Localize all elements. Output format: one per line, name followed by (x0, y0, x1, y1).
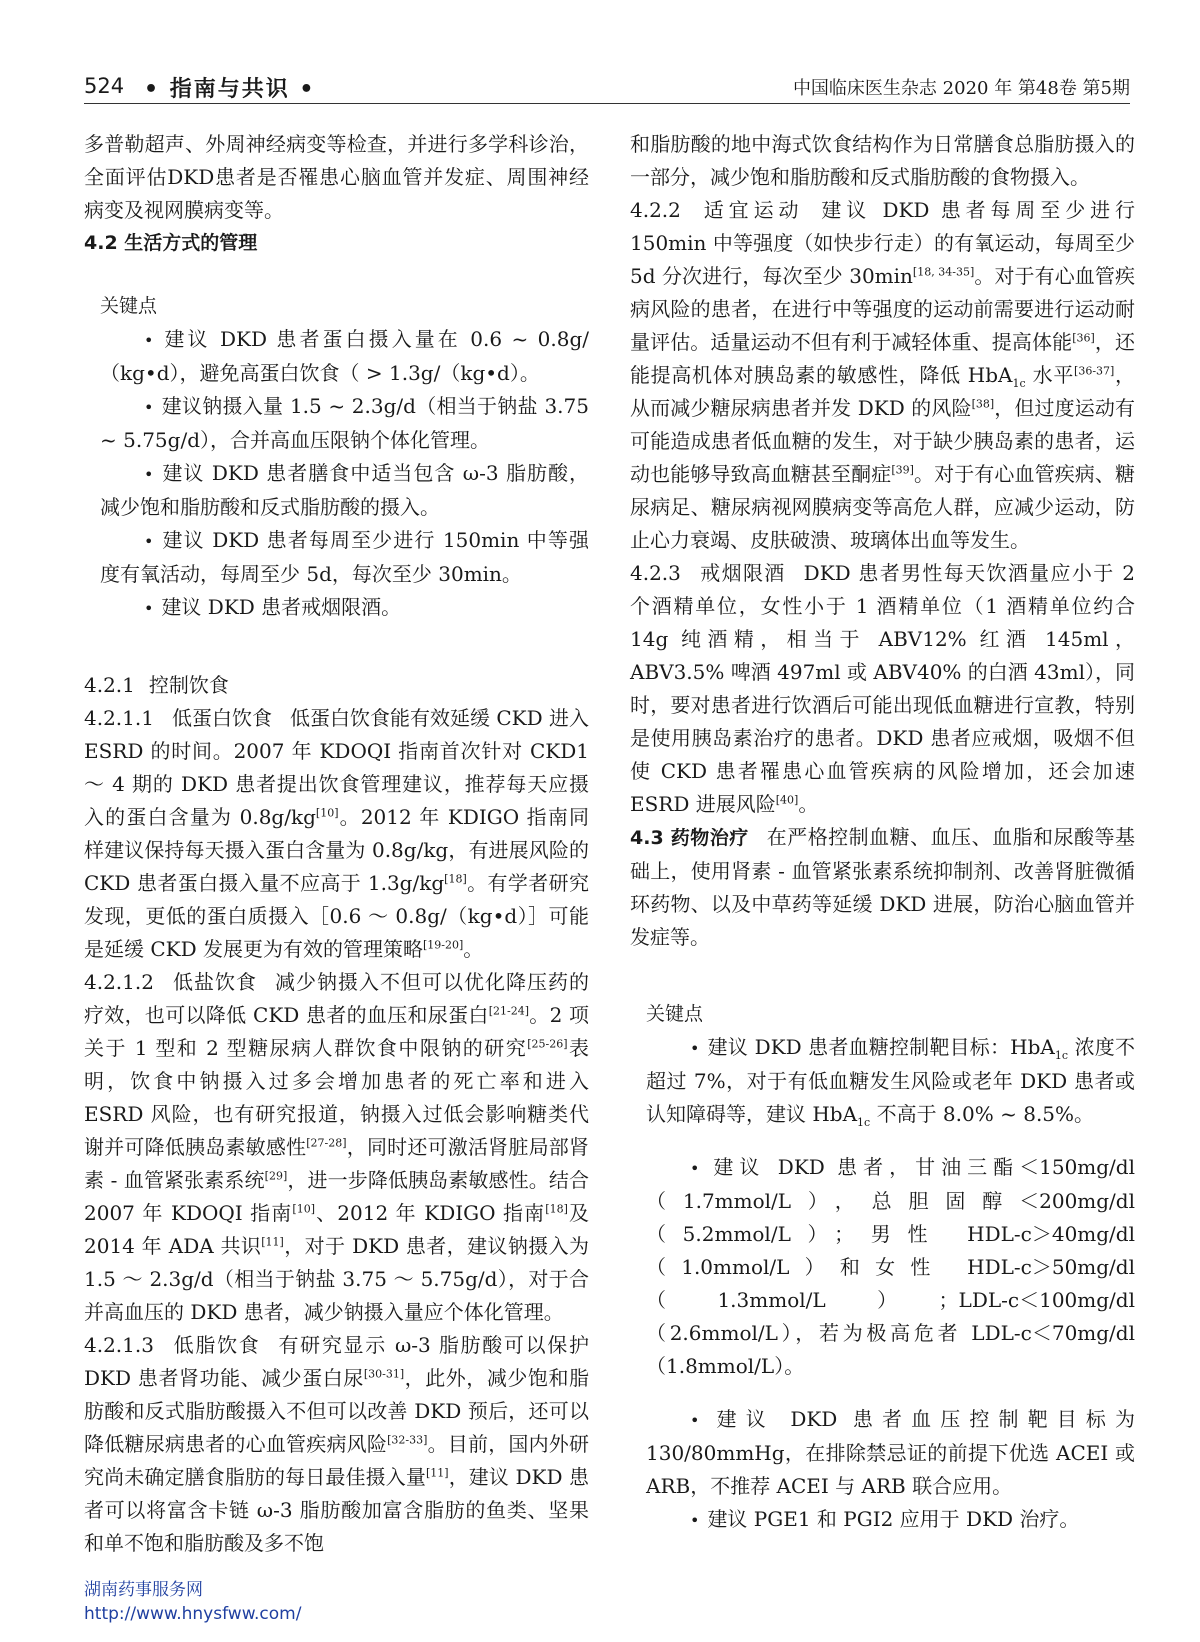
paragraph-4-2-1-1: 4.2.1.1 低蛋白饮食 低蛋白饮食能有效延缓 CKD 进入 ESRD 的时间。2007 年 KDOQI 指南首次针对 CKD1 ～ 4 期的 DKD 患者提出饮食管理建议，推荐每天应摄入的蛋白含量为 0.8g/kg[10]。2012 年 KDIGO 指南同样建议保持每天摄入蛋白含量为 0.8g/kg，有进展风险的 CKD 患者蛋白摄入量不应高于 1.3g/kg[18]。有学者研究发现，更低的蛋白质摄入［0.6 ～ 0.8g/（kg•d）］可能是延缓 CKD 发展更为有效的管理策略[19-20]。 (84, 706, 590, 961)
key-point-item: • 建议 DKD 患者血糖控制靶目标：HbA$_{1c}$ 浓度不超过 7%，对于有低血糖发生风险或老年 DKD 患者或认知障碍等，建议 HbA$_{1c}$ 不高于 8.0% ~ 8.5%。 (646, 1035, 1135, 1129)
heading-title: 控制饮食 (148, 673, 229, 697)
citation: [21-24] (488, 1004, 529, 1018)
bullet-icon: • (144, 331, 154, 350)
bullet-icon: • (690, 1159, 700, 1178)
citation: [10] (292, 1202, 316, 1216)
key-point-item (646, 1151, 1135, 1383)
citation: [36] (1072, 331, 1095, 345)
key-point-item (646, 1403, 1135, 1503)
citation: [30-31] (363, 1367, 405, 1381)
heading-4-2-1 (84, 669, 589, 702)
key-points-box (630, 998, 1135, 1537)
key-point-text: 建议钠摄入量 1.5 ~ 2.3g/d（相当于钠盐 3.75 ~ 5.75g/d），合并高血压限钠个体化管理。 (100, 394, 589, 452)
key-point-text: 建议 DKD 患者血压控制靶目标为 130/80mmHg，在排除禁忌证的前提下优选 ACEI 或 ARB，不推荐 ACEI 与 ARB 联合应用。 (646, 1407, 1135, 1498)
bullet-icon: • (144, 465, 154, 484)
citation: [32-33] (387, 1433, 428, 1447)
key-points-title: 关键点 (646, 1003, 704, 1025)
journal-title: 中国临床医生杂志 2020 年 第48卷 第5期 (792, 78, 1130, 99)
runin-number: 4.2.1.3 (84, 1333, 154, 1357)
bullet-icon: • (690, 1039, 700, 1058)
runin-title: 低脂饮食 (171, 1333, 261, 1357)
citation: [29] (264, 1169, 288, 1183)
key-point-text: 建议 DKD 患者戒烟限酒。 (161, 595, 402, 619)
header-rule (84, 103, 1130, 104)
runin-number: 4.2.2 (630, 198, 681, 222)
key-point-item (100, 323, 589, 390)
citation: [18, 34-35] (912, 265, 975, 279)
key-point-item (646, 1503, 1135, 1537)
bullet-icon: • (144, 599, 154, 618)
bullet-icon: • (690, 1411, 700, 1430)
citation: [27-28] (306, 1136, 347, 1150)
runin-title: 低盐饮食 (171, 970, 257, 994)
citation: [38] (971, 397, 995, 411)
citation: [11] (261, 1235, 284, 1249)
site-name: 湖南药事服务网 (84, 1580, 203, 1600)
key-point-item (100, 591, 589, 625)
runin-number: 4.2.1.1 (84, 706, 154, 730)
site-url-link[interactable]: http://www.hnysfww.com/ (84, 1604, 302, 1624)
key-point-text: 建议 DKD 患者，甘油三酯＜150mg/dl（1.7mmol/L），总胆固醇＜200mg/dl（5.2mmol/L）；男性 HDL-c＞40mg/dl（1.0mmol/L）和女性 HDL-c＞50mg/dl（1.3mmol/L）；LDL-c＜100mg/dl（2.6mmol/L），若为极高危者 LDL-c＜70mg/dl（1.8mmol/L）。 (646, 1155, 1135, 1378)
heading-4-3: 4.3 药物治疗 (630, 827, 749, 849)
bullet-icon: • (144, 398, 154, 417)
watermark-footer (84, 1578, 301, 1626)
left-column (84, 128, 589, 1560)
paragraph-continued: 和脂肪酸的地中海式饮食结构作为日常膳食总脂肪摄入的一部分，减少饱和脂肪酸和反式脂肪酸的食物摄入。 (630, 132, 1135, 189)
citation: [11] (425, 1466, 449, 1480)
paragraph-4-2-1-3: 4.2.1.3 低脂饮食 有研究显示 ω-3 脂肪酸可以保护 DKD 患者肾功能、减少蛋白尿[30-31]，此外，减少饱和脂肪酸和反式脂肪酸摄入不但可以改善 DKD 预后，还可以降低糖尿病患者的心血管疾病风险[32-33]。目前，国内外研究尚未确定膳食脂肪的每日最佳摄入量[11]，建议 DKD 患者可以将富含卡链 ω-3 脂肪酸加富含脂肪的鱼类、坚果和单不饱和脂肪酸及多不饱 (84, 1333, 590, 1555)
key-point-text: 建议 PGE1 和 PGI2 应用于 DKD 治疗。 (707, 1507, 1080, 1531)
paragraph-continued: 多普勒超声、外周神经病变等检查，并进行多学科诊治，全面评估DKD患者是否罹患心脑血管并发症、周围神经病变及视网膜病变等。 (84, 132, 589, 222)
section-tag: • 指南与共识 • (144, 77, 316, 102)
key-point-item (100, 524, 589, 591)
heading-number: 4.2.1 (84, 673, 135, 697)
runin-number: 4.2.1.2 (84, 970, 154, 994)
key-point-text: 建议 DKD 患者膳食中适当包含 ω-3 脂肪酸，减少饱和脂肪酸和反式脂肪酸的摄入。 (100, 461, 589, 519)
paragraph-4-3: 4.3 药物治疗 在严格控制血糖、血压、血脂和尿酸等基础上，使用肾素 - 血管紧张素系统抑制剂、改善肾脏微循环药物、以及中草药等延缓 DKD 进展，防治心脑血管并发症等。 (630, 825, 1136, 949)
citation: [25-26] (527, 1037, 568, 1051)
key-point-text: 建议 DKD 患者蛋白摄入量在 0.6 ~ 0.8g/（kg•d），避免高蛋白饮食（ > 1.3g/（kg•d）。 (100, 327, 589, 385)
citation: [18] (545, 1202, 568, 1216)
runin-title: 低蛋白饮食 (171, 706, 272, 730)
key-point-text: 建议 DKD 患者每周至少进行 150min 中等强度有氧活动，每周至少 5d，每次至少 30min。 (100, 528, 589, 586)
bullet-icon: • (690, 1511, 700, 1530)
citation: [18] (444, 872, 467, 886)
key-points-box (84, 290, 589, 625)
bullet-icon: • (144, 532, 154, 551)
runin-title: 适宜运动 (698, 198, 804, 222)
key-point-item (100, 457, 589, 524)
right-column (630, 128, 1135, 1537)
citation: [36-37] (1074, 364, 1115, 378)
citation: [40] (775, 793, 799, 807)
citation: [39] (891, 463, 914, 477)
key-point-item (100, 390, 589, 457)
heading-4-2: 4.2 生活方式的管理 (84, 232, 258, 254)
paragraph-4-2-2: 4.2.2 适宜运动 建议 DKD 患者每周至少进行 150min 中等强度（如快步行走）的有氧运动，每周至少 5d 分次进行，每次至少 30min[18, 34-35]。对于有心血管疾病风险的患者，在进行中等强度的运动前需要进行运动耐量评估。适量运动不但有利于减轻体重、提高体能[36]，还能提高机体对胰岛素的敏感性，降低 HbA$_{1c}$ 水平[36-37]，从而减少糖尿病患者并发 DKD 的风险[38]，但过度运动有可能造成患者低血糖的发生，对于缺少胰岛素的患者，运动也能够导致高血糖甚至酮症[39]。对于有心血管疾病、糖尿病足、糖尿病视网膜病变等高危人群，应减少运动，防止心力衰竭、皮肤破溃、玻璃体出血等发生。 (630, 198, 1136, 552)
runin-number: 4.2.3 (630, 561, 681, 585)
page-number: 524 (84, 74, 125, 98)
citation: [10] (315, 806, 339, 820)
page-header (84, 70, 1130, 104)
citation: [19-20] (423, 938, 464, 952)
runin-title: 戒烟限酒 (698, 561, 786, 585)
key-points-title: 关键点 (100, 295, 158, 317)
paragraph-4-2-3: 4.2.3 戒烟限酒 DKD 患者男性每天饮酒量应小于 2 个酒精单位，女性小于 1 酒精单位（1 酒精单位约合 14g 纯酒精，相当于 ABV12% 红酒 145ml，ABV3.5% 啤酒 497ml 或 ABV40% 的白酒 43ml），同时，要对患者进行饮酒后可能出现低血糖进行宣教，特别是使用胰岛素治疗的患者。DKD 患者应戒烟，吸烟不但使 CKD 患者罹患心血管疾病的风险增加，还会加速 ESRD 进展风险[40]。 (630, 561, 1136, 816)
paragraph-4-2-1-2: 4.2.1.2 低盐饮食 减少钠摄入不但可以优化降压药的疗效，也可以降低 CKD 患者的血压和尿蛋白[21-24]。2 项关于 1 型和 2 型糖尿病人群饮食中限钠的研究[25-26]表明，饮食中钠摄入过多会增加患者的死亡率和进入 ESRD 风险，也有研究报道，钠摄入过低会影响糖类代谢并可降低胰岛素敏感性[27-28]，同时还可激活肾脏局部肾素 - 血管紧张素系统[29]，进一步降低胰岛素敏感性。结合 2007 年 KDOQI 指南[10]、2012 年 KDIGO 指南[18]及 2014 年 ADA 共识[11]，对于 DKD 患者，建议钠摄入为 1.5 ～ 2.3g/d（相当于钠盐 3.75 ～ 5.75g/d），对于合并高血压的 DKD 患者，减少钠摄入量应个体化管理。 (84, 970, 590, 1324)
